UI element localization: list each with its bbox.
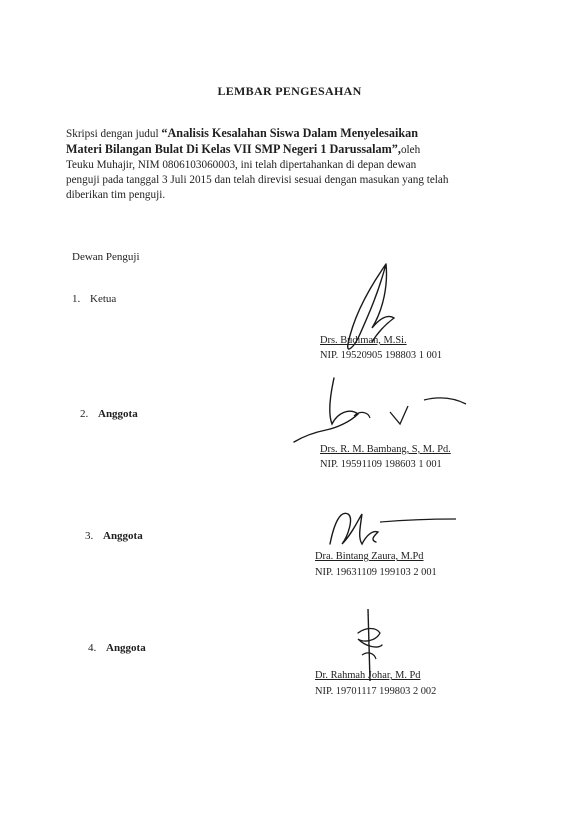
intro-prefix: Skripsi dengan judul bbox=[66, 128, 162, 140]
intro-line-2 bbox=[66, 142, 512, 158]
member-3-number: 3. bbox=[85, 530, 94, 542]
intro-line-3: Teuku Muhajir, NIM 0806103060003, ini telah dipertahankan di depan dewan bbox=[66, 159, 417, 171]
member-2-label bbox=[80, 408, 138, 420]
member-2-number: 2. bbox=[80, 408, 89, 420]
member-4-name: Dr. Rahmah Johar, M. Pd bbox=[315, 670, 421, 681]
intro-line-5: diberikan tim penguji. bbox=[66, 189, 166, 201]
member-4-nip: NIP. 19701117 199803 2 002 bbox=[315, 686, 437, 697]
member-3-nip: NIP. 19631109 199103 2 001 bbox=[315, 567, 437, 578]
thesis-title-line-2: Materi Bilangan Bulat Di Kelas VII SMP Negeri 1 Darussalam”, bbox=[66, 142, 401, 156]
member-1-number: 1. bbox=[72, 293, 81, 305]
member-2-signature bbox=[290, 372, 480, 447]
page-title: LEMBAR PENGESAHAN bbox=[217, 84, 362, 98]
member-4-number: 4. bbox=[88, 642, 97, 654]
member-1-label bbox=[72, 293, 116, 305]
member-3-signature bbox=[318, 500, 463, 555]
intro-line-4: penguji pada tanggal 3 Juli 2015 dan telah direvisi sesuai dengan masukan yang telah bbox=[66, 174, 449, 186]
member-3-name: Dra. Bintang Zaura, M.Pd bbox=[315, 551, 424, 562]
member-4-role: Anggota bbox=[106, 642, 146, 654]
thesis-title-line-1: “Analisis Kesalahan Siswa Dalam Menyelesaikan bbox=[161, 126, 419, 140]
member-2-nip: NIP. 19591109 198603 1 001 bbox=[320, 459, 442, 470]
member-3-label bbox=[85, 530, 143, 542]
member-3-role: Anggota bbox=[103, 530, 143, 542]
member-4-label bbox=[88, 642, 146, 654]
member-1-name: Drs. Budiman, M.Si. bbox=[320, 335, 407, 346]
intro-line-1 bbox=[66, 126, 512, 142]
member-2-role: Anggota bbox=[98, 408, 138, 420]
member-2-name: Drs. R. M. Bambang, S, M. Pd. bbox=[320, 444, 451, 455]
intro-paragraph bbox=[66, 126, 512, 203]
intro-after-title: oleh bbox=[400, 144, 421, 156]
board-label: Dewan Penguji bbox=[72, 251, 140, 263]
member-1-nip: NIP. 19520905 198803 1 001 bbox=[320, 350, 443, 361]
member-1-role: Ketua bbox=[90, 293, 117, 305]
